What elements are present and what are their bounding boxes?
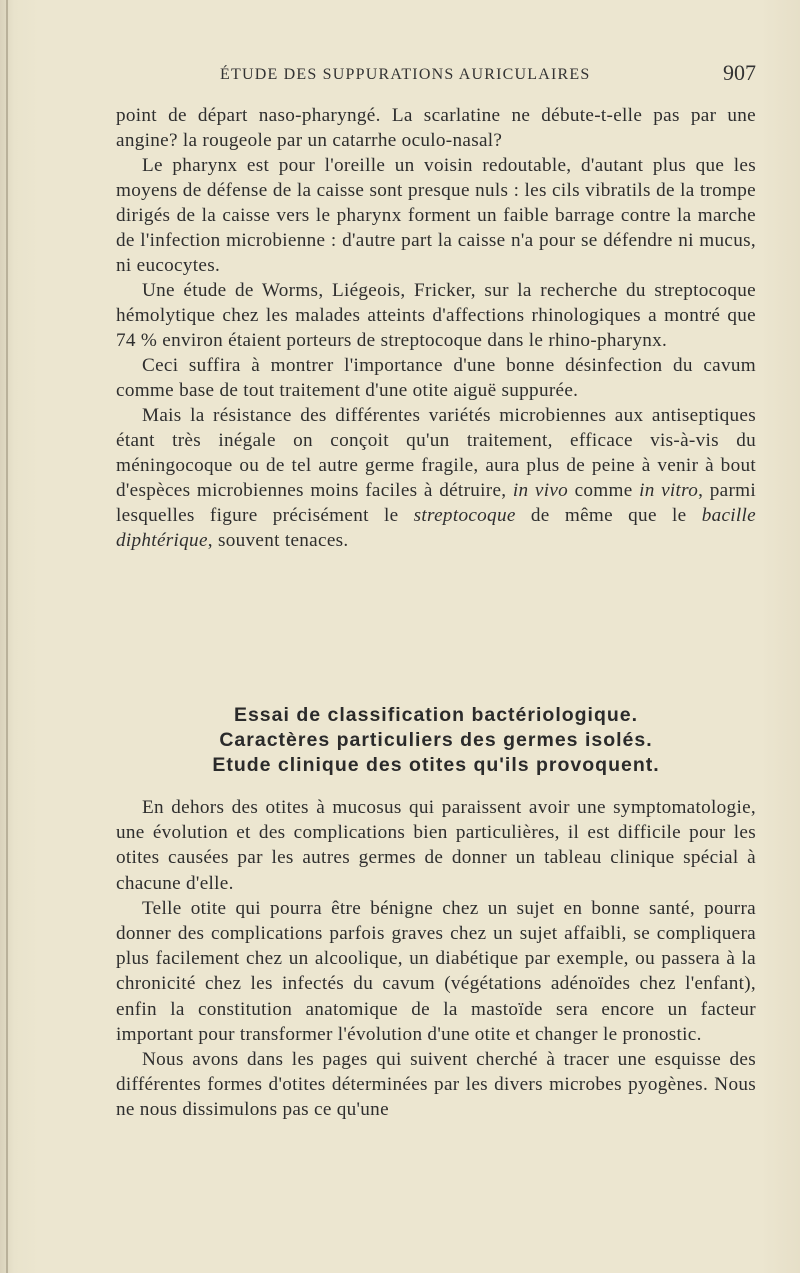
binding-edge [6,0,8,1273]
body-text-top [116,103,756,553]
heading-line: Etude clinique des otites qu'ils provoquent. [212,754,660,776]
page-number: 907 [723,60,756,85]
italic-term: in vitro [639,480,699,501]
italic-term: bacille diphtérique [116,505,757,551]
section-heading [116,703,756,778]
paragraph: Telle otite qui pourra être bénigne chez un sujet en bonne santé, pourra donner des complications parfois graves chez un sujet affaibli, se compliquera plus facilement chez un alcoolique, un diabétique par exemple, ou passera à la chronicité chez les infectés du cavum (végétations adénoïdes chez l'enfant), enfin la constitution anatomique de la mastoïde sera encore un facteur important pour transformer l'évolution d'une otite et changer le pronostic. [116,897,756,1045]
italic-term: streptocoque [413,505,516,526]
page-header [116,60,756,90]
heading-line: Essai de classification bactériologique. [233,704,639,726]
paragraph: Le pharynx est pour l'oreille un voisin redoutable, d'autant plus que les moyens de défense de la caisse sont presque nuls : les cils vibratils de la trompe dirigés de la caisse vers le pharynx forment un faible barrage contre la marche de l'infection microbienne : d'autre part la caisse n'a pour se défendre ni mucus, ni eucocytes. [116,155,756,276]
heading-line: Caractères particuliers des germes isolés. [219,729,653,751]
paragraph: Une étude de Worms, Liégeois, Fricker, sur la recherche du streptocoque hémolytique chez les malades atteints d'affections rhinologiques a montré que 74 % environ étaient porteurs de streptocoque dans le rhino-pharynx. [116,280,756,351]
body-text-bottom [116,795,756,1123]
italic-term: in vivo [512,480,569,501]
paragraph: Nous avons dans les pages qui suivent cherché à tracer une esquisse des différentes formes d'otites déterminées par les divers microbes pyogènes. Nous ne nous dissimulons pas ce qu'une [116,1049,756,1121]
paragraph-mais: Mais la résistance des différentes variétés microbiennes aux antiseptiques étant très inégale on conçoit qu'un traitement, efficace vis-à-vis du méningocoque ou de tel autre germe fragile, aura plus de peine à venir à bout d'espèces microbiennes moins faciles à détruire, in vivo comme in vitro, parmi lesquelles figure précisément le streptocoque de même que le bacille diphtérique, souvent tenaces. [116,405,757,551]
paragraph: point de départ naso-pharyngé. La scarlatine ne débute-t-elle pas par une angine? la rougeole par un catarrhe oculo-nasal? [116,105,756,151]
paragraph: Ceci suffira à montrer l'importance d'une bonne désinfection du cavum comme base de tout traitement d'une otite aiguë suppurée. [116,355,756,401]
running-title: ÉTUDE DES SUPPURATIONS AURICULAIRES [220,66,591,83]
paragraph: En dehors des otites à mucosus qui paraissent avoir une symptomatologie, une évolution et des complications bien particulières, il est difficile pour les otites causées par les autres germes de donner un tableau clinique spécial à chacune d'elle. [116,797,756,894]
